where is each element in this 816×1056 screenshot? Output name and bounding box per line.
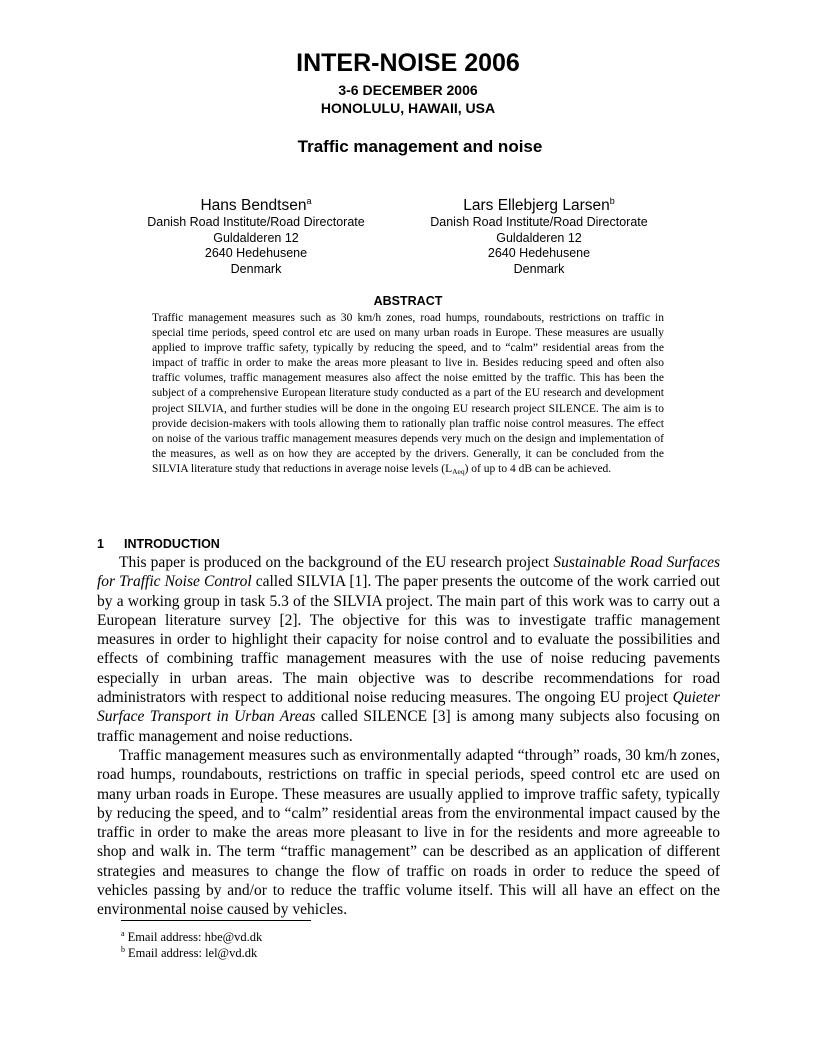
abstract-subscript: Aeq: [452, 466, 465, 476]
conference-location: HONOLULU, HAWAII, USA: [320, 100, 496, 116]
author-block-2: [389, 196, 689, 277]
author-footnote-marker: a: [306, 196, 312, 206]
abstract-text: Traffic management measures such as 30 km/h zones, road humps, roundabouts, restrictions on traffic in special time periods, speed control etc are used on many urban roads in Europe. These measures are usually applied to improve traffic safety, typically by reducing the speed, and to “calm” residential areas from the impact of traffic in order to make the areas more pleasant to live in. Besides reducing speed and often also traffic volumes, traffic management measures also affect the noise emitted by the traffic. This has been the subject of a comprehensive European literature study conducted as a part of the EU research and development project SILVIA, and further studies will be done in the ongoing EU research project SILENCE. The aim is to provide decision-makers with tools allowing them to rationally plan traffic noise control measures. The effect on noise of the various traffic management measures depends very much on the design and implementation of the measures, as well as on how they are accepted by the drivers. Generally, it can be concluded from the SILVIA literature study that reductions in average noise levels $(L_{Aeq})$ of up to 4 dB can be achieved.: [152, 312, 664, 476]
section-heading: [97, 537, 220, 552]
section-number: 1: [97, 537, 104, 551]
paragraph-1: This paper is produced on the background of the EU research project Sustainable Road Surfaces for Traffic Noise Control called SILVIA [1]. The paper presents the outcome of the work carried out by a working group in task 5.3 of the SILVIA project. The main part of this work was to carry out a European literature survey [2]. The objective for this was to investigate traffic management measures in order to highlight their capacity for noise control and to evaluate the possibilities and effects of combining traffic management measures with the use of noise reducing pavements especially in urban areas. The main objective was to describe recommendations for road administrators with respect to additional noise reducing measures. The ongoing EU project Quieter Surface Transport in Urban Areas called SILENCE [3] is among many subjects also focusing on traffic management and noise reductions.: [97, 554, 720, 745]
abstract-heading: ABSTRACT: [373, 294, 443, 308]
footnotes: [121, 929, 262, 961]
author-name: Hans Bendtsen$^a$: [200, 196, 312, 214]
author-block-1: [106, 196, 406, 277]
author-street: Guldalderen 12: [496, 230, 582, 245]
author-name: Lars Ellebjerg Larsen$^b$: [463, 196, 615, 214]
author-country: Denmark: [513, 261, 565, 276]
conference-title: INTER-NOISE 2006: [296, 49, 520, 77]
author-affiliation: Danish Road Institute/Road Directorate: [430, 215, 648, 229]
footnote-2: $^b$ Email address: lel@vd.dk: [121, 945, 258, 960]
author-city: 2640 Hedehusene: [487, 246, 591, 260]
paper-title: Traffic management and noise: [297, 137, 543, 156]
author-street: Guldalderen 12: [213, 230, 299, 245]
author-city: 2640 Hedehusene: [204, 246, 308, 260]
footnote-divider: [121, 920, 311, 921]
conference-date: 3-6 DECEMBER 2006: [338, 82, 478, 98]
author-footnote-marker: b: [609, 196, 615, 206]
author-affiliation: Danish Road Institute/Road Directorate: [147, 215, 365, 229]
section-title: INTRODUCTION: [124, 537, 220, 551]
paragraph-2: Traffic management measures such as environmentally adapted “through” roads, 30 km/h zones, road humps, roundabouts, restrictions on traffic in special periods, speed control etc are used on many urban roads in Europe. These measures are usually applied to improve traffic safety, typically by reducing the speed, and to “calm” residential areas from the environmental impact caused by the traffic in order to make the areas more pleasant to live in for the residents and more agreeable to shop and walk in. The term “traffic management” can be described as an application of different strategies and measures to change the flow of traffic on roads in order to reduce the speed of vehicles passing by and/or to reduce the traffic volume itself. This will all have an effect on the environmental noise caused by vehicles.: [97, 746, 720, 919]
footnote-1: $^a$ Email address: hbe@vd.dk: [121, 929, 263, 944]
body-text: [97, 553, 720, 920]
author-country: Denmark: [230, 261, 282, 276]
